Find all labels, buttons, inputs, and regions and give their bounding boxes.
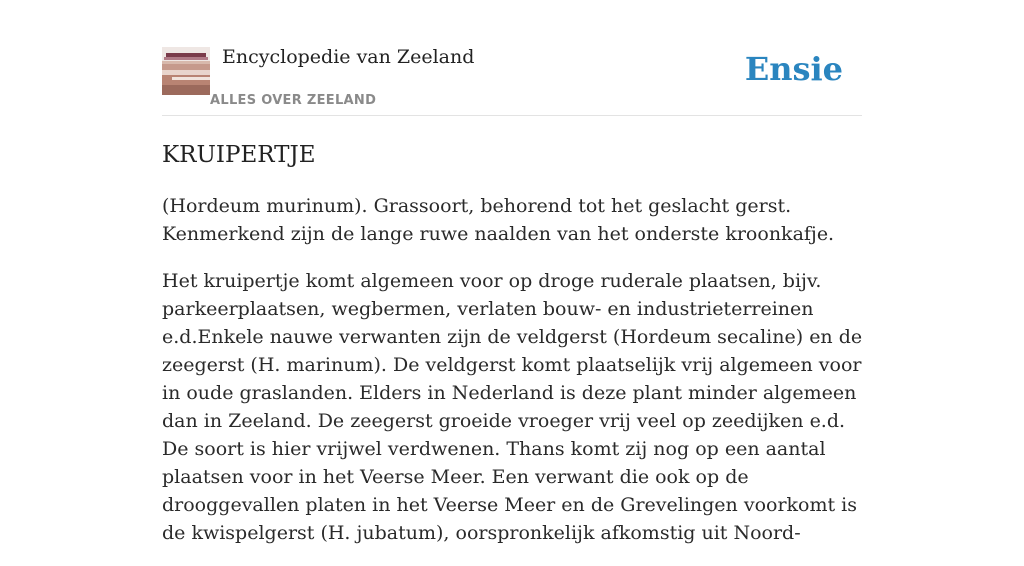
book-stack-photo-icon	[162, 47, 210, 95]
site-tagline: ALLES OVER ZEELAND	[210, 93, 377, 108]
site-avatar[interactable]	[162, 47, 210, 95]
site-header	[162, 0, 862, 116]
page	[162, 0, 863, 544]
ensie-logo-link[interactable]: Ensie	[744, 50, 843, 88]
article-paragraph: (Hordeum murinum). Grassoort, behorend tot het geslacht gerst. Kenmerkend zijn de lange ruwe naalden van het onderste kroonkafje.	[162, 195, 835, 245]
article-title: KRUIPERTJE	[162, 142, 316, 168]
article-body	[162, 192, 866, 566]
article-paragraph: Het kruipertje komt algemeen voor op droge ruderale plaatsen, bijv. parkeerplaatsen, wegbermen, verlaten bouw- en industrieterreinen e.d.Enkele nauwe verwanten zijn de veldgerst (Hordeum secaline) en de zeegerst (H. marinum). De veldgerst komt plaatselijk vrij algemeen voor in oude graslanden. Elders in Nederland is deze plant minder algemeen dan in Zeeland. De zeegerst groeide vroeger vrij veel op zeedijken e.d. De soort is hier vrijwel verdwenen. Thans komt zij nog op een aantal plaatsen voor in het Veerse Meer. Een verwant die ook op de drooggevallen platen in het Veerse Meer en de Grevelingen voorkomt is de kwispelgerst (H. jubatum), oorspronkelijk afkomstig uit Noord-	[162, 270, 863, 544]
site-name[interactable]: Encyclopedie van Zeeland	[222, 46, 475, 68]
